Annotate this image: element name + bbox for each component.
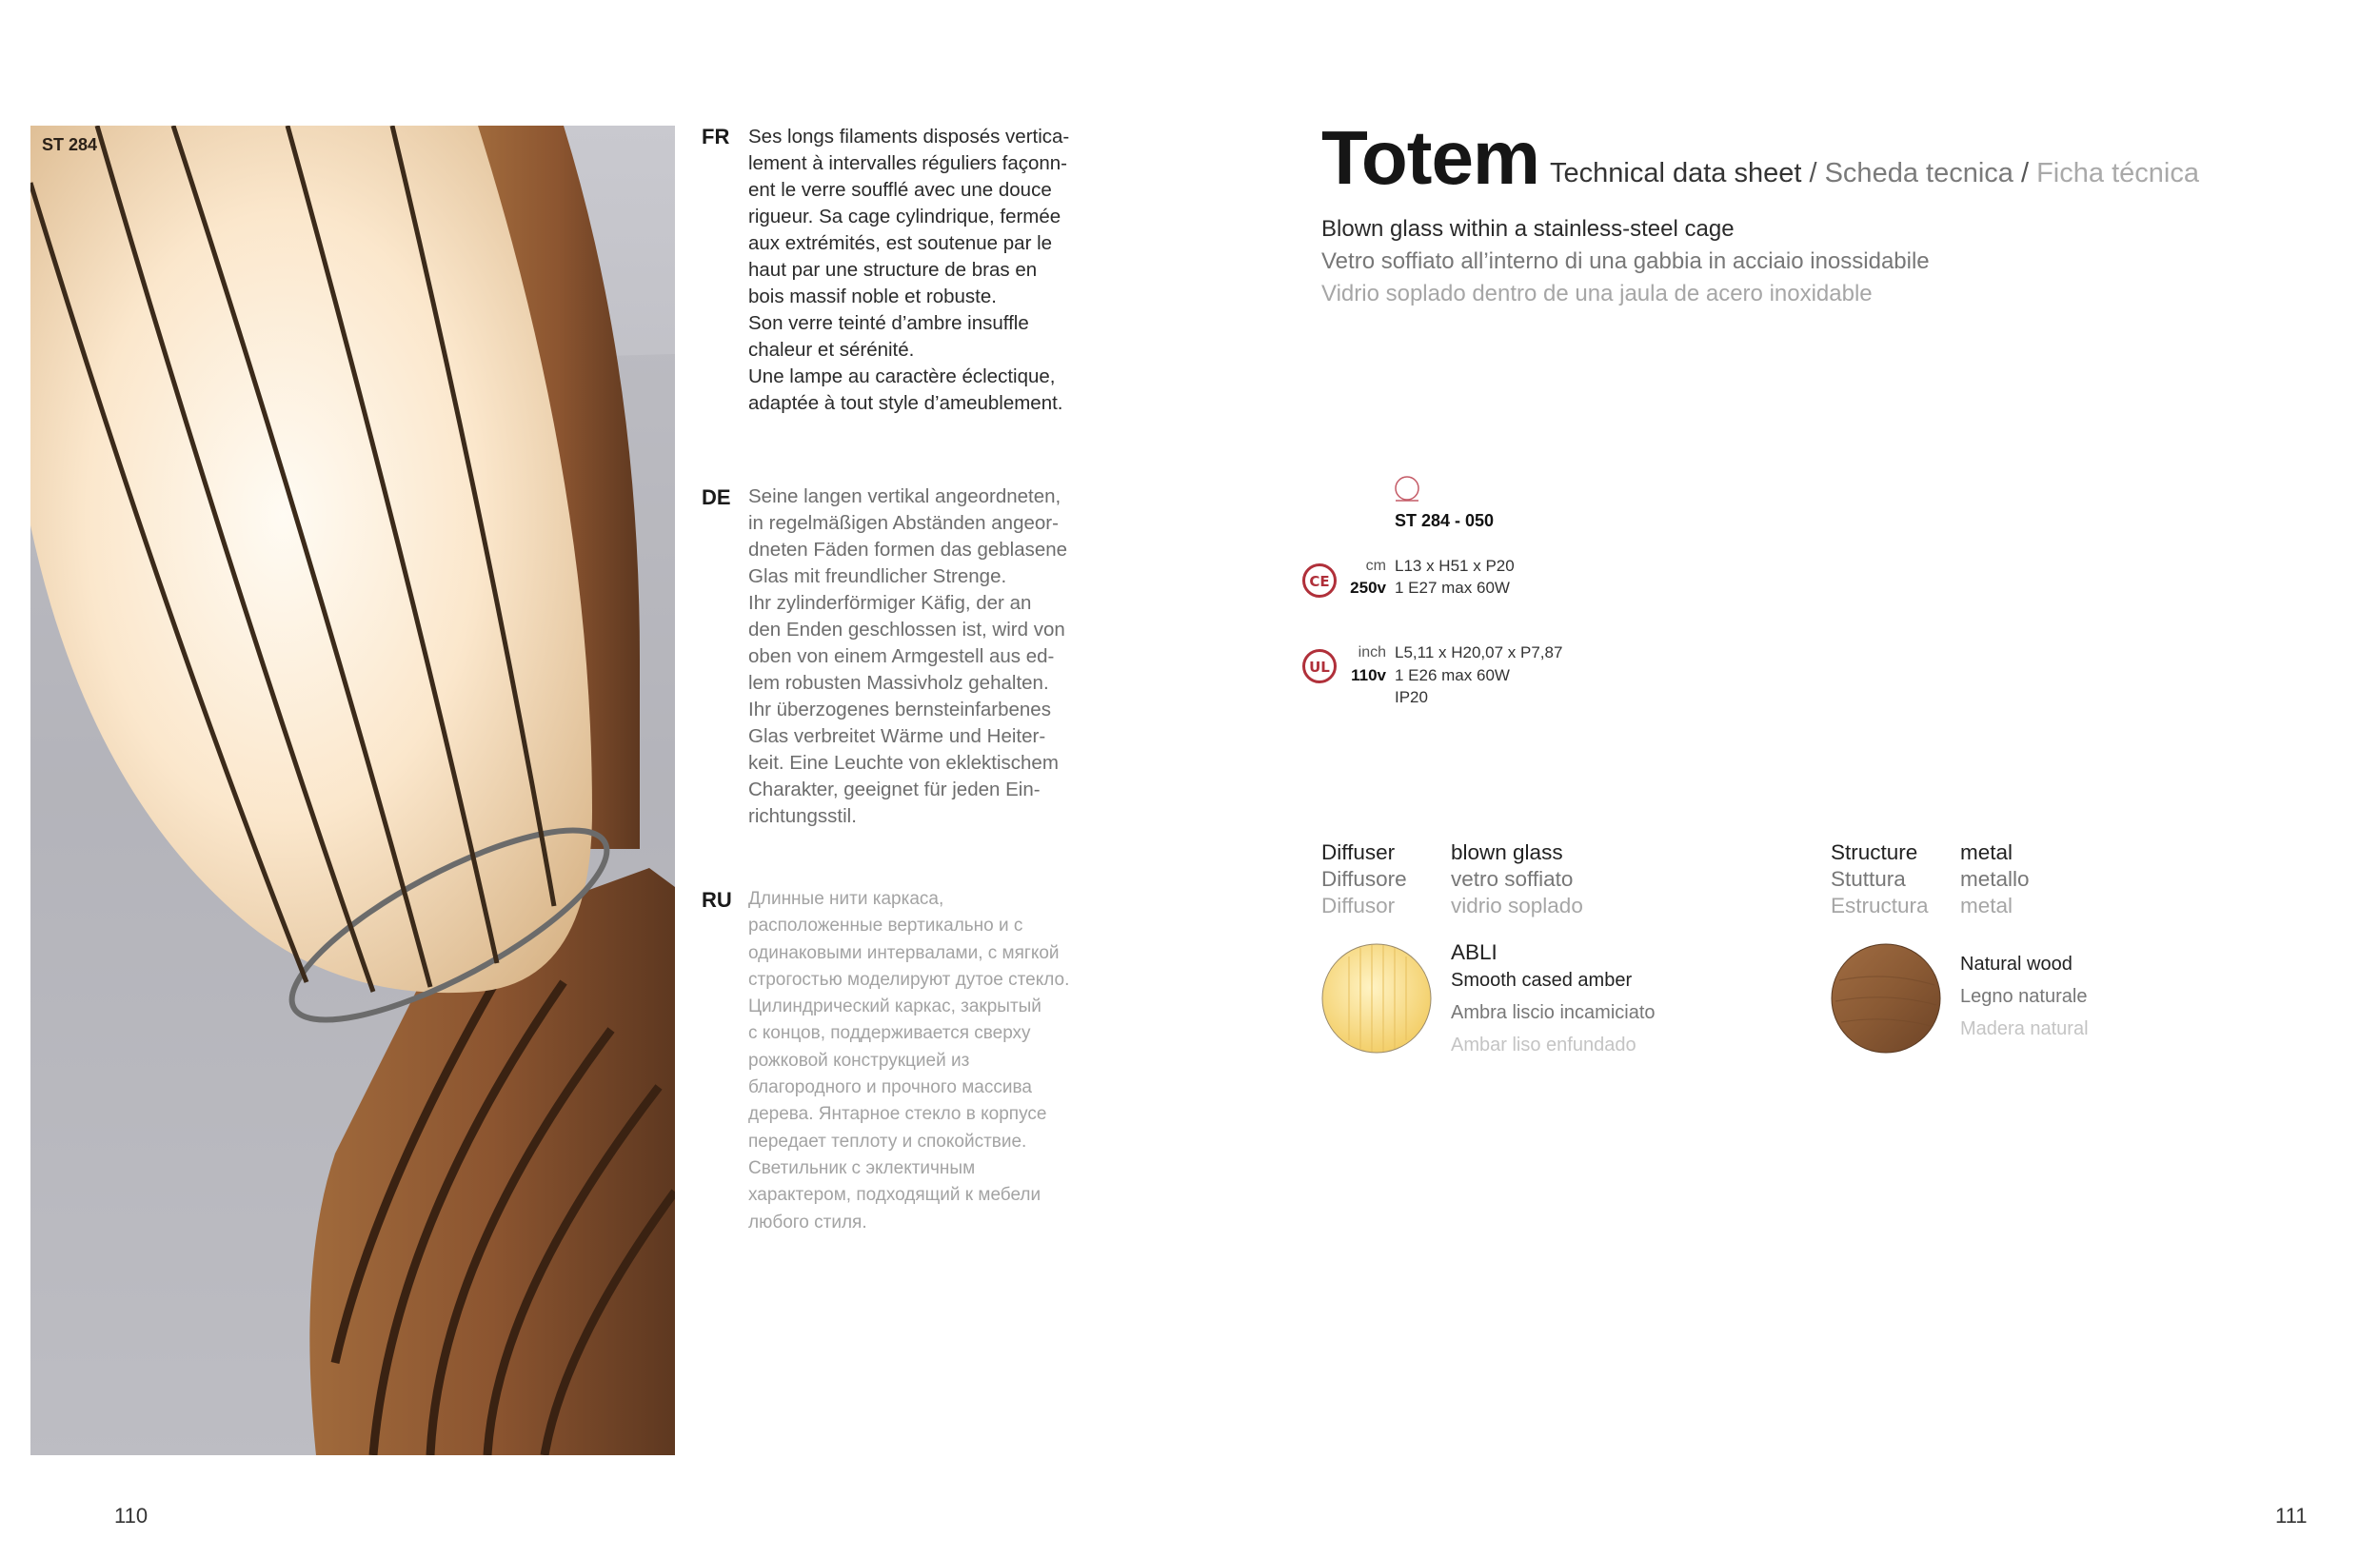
structure-finish-it: Legno naturale (1960, 986, 2088, 1007)
structure-label-es: Estructura (1831, 894, 1929, 917)
model-code: ST 284 - 050 (1395, 511, 1495, 530)
diffuser-finish-en: Smooth cased amber (1451, 970, 1633, 991)
diffuser-value-en: blown glass (1451, 840, 1563, 864)
lang-label-ru: RU (702, 888, 732, 912)
ce-dimensions: L13 x H51 x P20 (1395, 557, 1515, 575)
diffuser-label-it: Diffusore (1321, 867, 1407, 891)
structure-value-es: metal (1960, 894, 2013, 917)
product-photo (30, 126, 675, 1455)
product-title: Totem (1321, 115, 1540, 200)
amber-glass-swatch (1320, 942, 1433, 1059)
subtitle-es: Ficha técnica (2036, 158, 2199, 188)
ul-voltage: 110v (1351, 666, 1386, 684)
svg-text:CE: CE (1309, 573, 1330, 590)
desc-it: Vetro soffiato all’interno di una gabbia in acciaio inossidabile (1321, 248, 1930, 274)
ce-bulb: 1 E27 max 60W (1395, 579, 1510, 597)
structure-label-en: Structure (1831, 840, 1918, 864)
svg-text:UL: UL (1309, 659, 1330, 676)
page-number-left: 110 (114, 1504, 149, 1528)
diffuser-finish-code: ABLI (1451, 940, 1497, 964)
diffuser-value-it: vetro soffiato (1451, 867, 1574, 891)
lamp-outline-icon (1393, 474, 1421, 507)
title-subtitle (1550, 158, 2199, 189)
diffuser-finish-it: Ambra liscio incamiciato (1451, 1002, 1656, 1023)
structure-finish-es: Madera natural (1960, 1018, 2089, 1039)
subtitle-separator: / (2020, 158, 2030, 188)
structure-value-it: metallo (1960, 867, 2030, 891)
ul-unit: inch (1358, 644, 1386, 661)
ce-voltage: 250v (1350, 579, 1386, 597)
structure-value-en: metal (1960, 840, 2013, 864)
desc-es: Vidrio soplado dentro de una jaula de acero inoxidable (1321, 281, 1873, 306)
lamp-image (30, 126, 675, 1455)
description-de: Seine langen vertikal angeordneten, in regelmäßigen Abständen angeor- dneten Fäden formen das geblasene Glas mit freundlicher Strenge. Ihr zylinderförmiger Käfig, der an den Enden geschlossen ist, wird von oben von einem Armgestell aus ed- lem robusten Massivholz gehalten. Ihr überzogenes bernsteinfarbenes Glas verbreitet Wärme und Heiter- keit. Eine Leuchte von eklektischem Charakter, geeignet für jeden Ein- richtungsstil. (748, 485, 1068, 827)
subtitle-en: Technical data sheet (1550, 158, 1802, 188)
lang-label-fr: FR (702, 125, 730, 148)
subtitle-it: Scheda tecnica (1824, 158, 2013, 188)
description-ru: Длинные нити каркаса, расположенные вертикально и с одинаковыми интервалами, с мягкой строгостью моделируют дутое стекло. Цилиндрический каркас, закрытый с концов, поддерживается сверху рожковой конструкцией из благородного и прочного массива дерева. Янтарное стекло в корпусе передает теплоту и спокойствие. Светильник с эклектичным характером, подходящий к мебели любого стиля. (748, 889, 1070, 1233)
ul-bulb: 1 E26 max 60W (1395, 666, 1510, 684)
structure-finish-en: Natural wood (1960, 954, 2073, 975)
diffuser-label-es: Diffusor (1321, 894, 1396, 917)
diffuser-finish-es: Ambar liso enfundado (1451, 1035, 1636, 1055)
lang-label-de: DE (702, 485, 731, 509)
structure-label-it: Stuttura (1831, 867, 1906, 891)
photo-product-code: ST 284 (42, 135, 98, 154)
ul-dimensions: L5,11 x H20,07 x P7,87 (1395, 643, 1563, 661)
ce-unit: cm (1365, 558, 1386, 574)
description-fr: Ses longs filaments disposés vertica- lement à intervalles réguliers façonn- ent le verre soufflé avec une douce rigueur. Sa cage cylindrique, fermée aux extrémités, est soutenue par le haut par une structure de bras en bois massif noble et robuste. Son verre teinté d’ambre insuffle chaleur et sérénité. Une lampe au caractère éclectique, adaptée à tout style d’ameublement. (748, 126, 1070, 414)
subtitle-separator: / (1809, 158, 1817, 188)
page-number-right: 111 (2275, 1504, 2308, 1528)
ul-ip-rating: IP20 (1395, 688, 1428, 706)
natural-wood-swatch (1830, 942, 1942, 1059)
diffuser-label-en: Diffuser (1321, 840, 1396, 864)
desc-en: Blown glass within a stainless-steel cage (1321, 216, 1735, 242)
diffuser-value-es: vidrio soplado (1451, 894, 1583, 917)
